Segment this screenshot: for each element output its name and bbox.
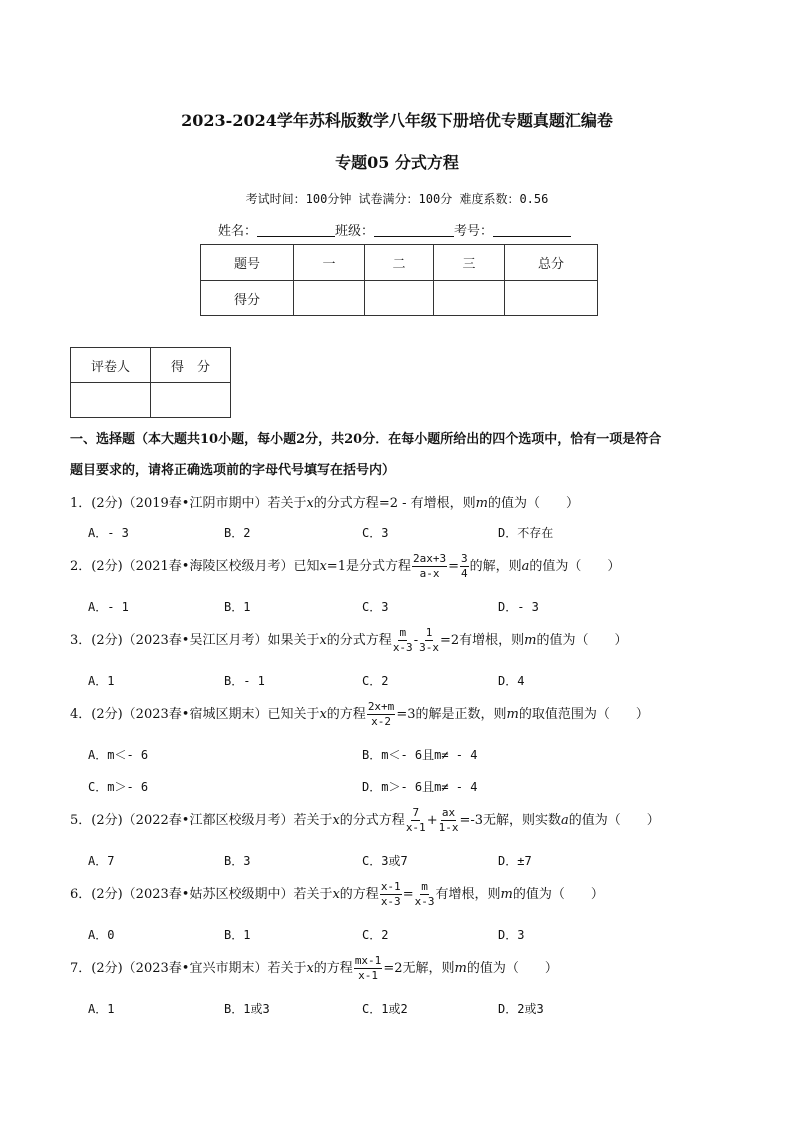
question-text: 6．(2分)（2023春•姑苏区校级期中）若关于: [70, 887, 333, 902]
option-a[interactable]: A．1: [88, 674, 115, 688]
variable: a: [521, 559, 530, 574]
option-a[interactable]: A．0: [88, 928, 115, 942]
option-b[interactable]: B．1: [224, 928, 251, 942]
score-table-header: 二: [365, 245, 434, 281]
question-text: 4．(2分)（2023春•宿城区期末）已知关于: [70, 707, 320, 722]
question-4: [70, 700, 649, 729]
variable: x: [332, 813, 340, 828]
option-d[interactable]: D．±7: [498, 854, 532, 868]
question-text: 的值为（ ）: [512, 887, 604, 902]
option-a[interactable]: A．m＜- 6: [88, 748, 149, 762]
option-d[interactable]: D．2或3: [498, 1002, 544, 1016]
class-label: 班级：: [335, 224, 375, 239]
option-b[interactable]: B．1或3: [224, 1002, 270, 1016]
variable: a: [561, 813, 569, 828]
option-c[interactable]: C．m＞- 6: [88, 780, 149, 794]
question-text: =: [448, 559, 459, 574]
exam-number-blank[interactable]: [493, 222, 571, 237]
option-c[interactable]: C．3或7: [362, 854, 408, 868]
fraction-denominator: a-x: [419, 567, 440, 580]
fraction-denominator: 4: [461, 567, 468, 580]
score-table-header: 题号: [201, 245, 294, 281]
question-text: 的值为（ ）: [536, 633, 628, 648]
option-b[interactable]: B．2: [224, 526, 251, 540]
question-text: 的分式方程: [339, 813, 405, 828]
option-b[interactable]: B．m＜- 6且m≠ - 4: [362, 748, 478, 762]
operator: -: [413, 633, 419, 648]
option-a[interactable]: A．7: [88, 854, 115, 868]
variable: m: [454, 961, 467, 976]
question-text: 的取值范围为（ ）: [518, 707, 649, 722]
fraction-numerator: ax: [441, 806, 456, 819]
question-text: 2．(2分)（2021春•海陵区校级月考）已知: [70, 559, 320, 574]
grader-cell[interactable]: [71, 383, 151, 418]
fraction: [412, 552, 447, 581]
grader-label: 评卷人: [71, 348, 151, 383]
question-text: 的值为（ ）: [466, 961, 558, 976]
fraction-denominator: 1-x: [438, 821, 459, 834]
question-1: [70, 492, 579, 511]
question-text: =2 - 有增根，则: [378, 496, 476, 511]
fraction-numerator: 3: [461, 552, 468, 565]
option-b[interactable]: B．3: [224, 854, 251, 868]
question-6: [70, 880, 604, 909]
fraction-denominator: 3-x: [419, 641, 439, 654]
variable: x: [332, 887, 340, 902]
variable: x: [319, 707, 327, 722]
fraction: [354, 954, 383, 983]
question-text: 的值为（ ）: [487, 496, 579, 511]
fraction: [419, 626, 439, 655]
score-cell[interactable]: [434, 281, 505, 316]
option-a[interactable]: A．- 3: [88, 526, 129, 540]
variable: m: [524, 633, 537, 648]
question-text: 1．(2分)（2019春•江阴市期中）若关于: [70, 496, 307, 511]
option-d[interactable]: D．不存在: [498, 526, 554, 540]
score-cell[interactable]: [294, 281, 365, 316]
fraction-denominator: x-1: [405, 821, 426, 834]
question-text: 的值为（ ）: [529, 559, 621, 574]
variable: x: [306, 496, 314, 511]
variable: x: [319, 559, 327, 574]
option-c[interactable]: C．1或2: [362, 1002, 408, 1016]
question-text: 的分式方程: [326, 633, 392, 648]
section-one-instructions-line1: 一、选择题（本大题共10小题，每小题2分，共20分．在每小题所给出的四个选项中，恰有一项是符合: [70, 432, 662, 447]
option-b[interactable]: B．1: [224, 600, 251, 614]
variable: x: [319, 633, 327, 648]
score-table-header: 三: [434, 245, 505, 281]
question-text: 的分式方程: [313, 496, 379, 511]
option-c[interactable]: C．2: [362, 674, 389, 688]
fraction: [415, 880, 435, 909]
fraction-numerator: x-1: [380, 880, 401, 893]
name-label: 姓名：: [218, 224, 258, 239]
student-info-row: [218, 220, 571, 239]
fraction-denominator: x-3: [380, 895, 401, 908]
score-table-header: 总分: [505, 245, 598, 281]
exam-number-label: 考号：: [454, 224, 494, 239]
question-text: 的值为（ ）: [568, 813, 660, 828]
option-c[interactable]: C．3: [362, 526, 389, 540]
variable: m: [475, 496, 488, 511]
score-row-label: 得分: [201, 281, 294, 316]
score-table-header: 一: [294, 245, 365, 281]
fraction: [367, 700, 396, 729]
operator: +: [426, 813, 438, 828]
fraction-numerator: mx-1: [354, 954, 382, 967]
fraction-denominator: x-1: [358, 969, 378, 982]
fraction-numerator: 2ax+3: [412, 552, 447, 565]
paper-subtitle: 专题05 分式方程: [335, 153, 459, 172]
fraction-numerator: m: [421, 880, 428, 893]
fraction-numerator: 7: [412, 806, 420, 819]
question-text: =3的解是正数，则: [396, 707, 507, 722]
option-d[interactable]: D．4: [498, 674, 525, 688]
score-cell[interactable]: [505, 281, 598, 316]
option-d[interactable]: D．3: [498, 928, 525, 942]
fraction: [439, 806, 459, 835]
paper-title: 2023-2024学年苏科版数学八年级下册培优专题真题汇编卷: [181, 111, 613, 130]
question-2: [70, 552, 620, 581]
question-text: 的方程: [313, 961, 353, 976]
fraction-numerator: 1: [425, 626, 433, 639]
question-text: 的方程: [339, 887, 379, 902]
question-3: [70, 626, 627, 655]
score-cell[interactable]: [365, 281, 434, 316]
option-d[interactable]: D．- 3: [498, 600, 539, 614]
fraction-numerator: 2x+m: [367, 700, 395, 713]
grader-score-label: 得 分: [151, 348, 231, 383]
question-text: 7．(2分)（2023春•宜兴市期末）若关于: [70, 961, 307, 976]
option-c[interactable]: C．3: [362, 600, 389, 614]
grader-score-cell[interactable]: [151, 383, 231, 418]
name-blank[interactable]: [257, 222, 335, 237]
question-text: =2无解，则: [383, 961, 455, 976]
exam-meta: 考试时间：100分钟 试卷满分：100分 难度系数：0.56: [245, 192, 549, 206]
fraction-numerator: m: [399, 626, 407, 639]
question-text: =2有增根，则: [439, 633, 525, 648]
variable: m: [506, 707, 519, 722]
variable: m: [500, 887, 513, 902]
fraction-denominator: x-3: [414, 895, 435, 908]
question-text: 的解，则: [469, 559, 522, 574]
fraction-denominator: x-2: [371, 715, 391, 728]
question-text: 5．(2分)（2022春•江都区校级月考）若关于: [70, 813, 333, 828]
option-c[interactable]: C．2: [362, 928, 389, 942]
operator: =: [402, 887, 414, 902]
question-text: =1是分式方程: [326, 559, 411, 574]
question-7: [70, 954, 558, 983]
question-text: 3．(2分)（2023春•吴江区月考）如果关于: [70, 633, 320, 648]
fraction: [393, 626, 413, 655]
option-b[interactable]: B．- 1: [224, 674, 265, 688]
grader-table: [70, 347, 231, 418]
fraction-denominator: x-3: [392, 641, 413, 654]
score-table: [200, 244, 598, 316]
class-blank[interactable]: [374, 222, 454, 237]
fraction: [460, 552, 469, 581]
question-text: =-3无解，则实数: [459, 813, 562, 828]
question-5: [70, 806, 660, 835]
option-a[interactable]: A．- 1: [88, 600, 129, 614]
fraction: [380, 880, 402, 909]
option-a[interactable]: A．1: [88, 1002, 115, 1016]
fraction: [406, 806, 426, 835]
section-one-instructions-line2: 题目要求的，请将正确选项前的字母代号填写在括号内）: [70, 463, 396, 478]
option-d[interactable]: D．m＞- 6且m≠ - 4: [362, 780, 478, 794]
question-text: 的方程: [326, 707, 366, 722]
variable: x: [306, 961, 314, 976]
question-text: 有增根，则: [435, 887, 501, 902]
